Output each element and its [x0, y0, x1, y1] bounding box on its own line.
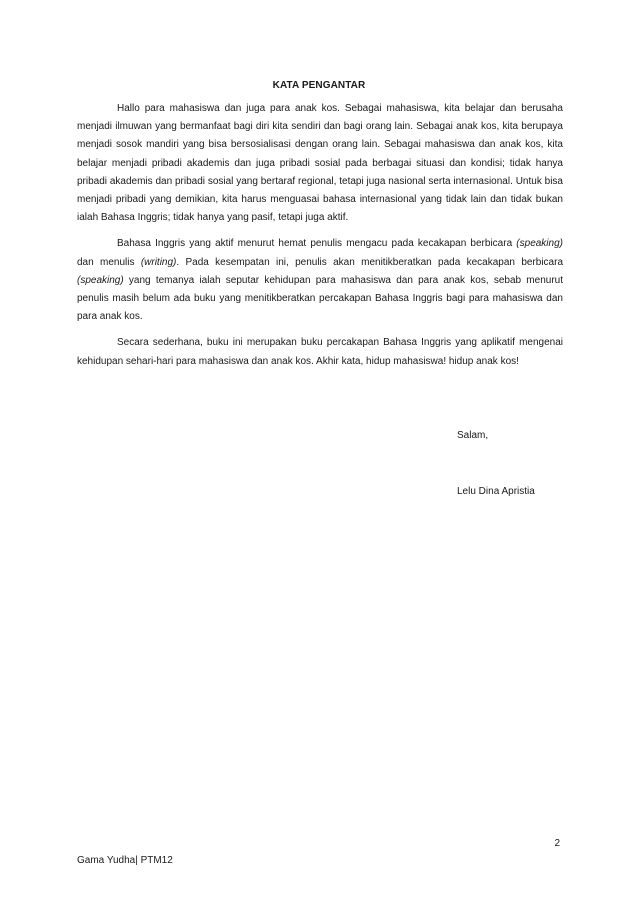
paragraph-2-term-speaking: (speaking) [516, 238, 563, 250]
paragraph-2-text-g: yang temanya ialah seputar kehidupan para mahasiswa dan para anak kos, sebab menurut penulis masih belum ada buku yang menitikberatkan percakapan Bahasa Inggris bagi para mahasiswa dan para anak kos. [77, 274, 563, 323]
paragraph-3: Secara sederhana, buku ini merupakan buku percakapan Bahasa Inggris yang aplikatif mengenai kehidupan sehari-hari para mahasiswa dan anak kos. Akhir kata, hidup mahasiswa! hidup anak kos! [77, 337, 563, 367]
paragraph-2-term-writing: (writing) [140, 256, 177, 268]
page-title: KATA PENGANTAR [272, 80, 366, 91]
footer-text: Gama Yudha| PTM12 [77, 855, 173, 866]
paragraph-2-text-a: Bahasa Inggris yang aktif menurut hemat penulis mengacu pada kecakapan berbicara [117, 238, 517, 250]
paragraph-2-text-c: dan menulis [77, 256, 141, 268]
paragraph-2 [77, 235, 563, 326]
body-text [77, 100, 563, 371]
closing-salutation: Salam, [457, 430, 489, 441]
author-name: Lelu Dina Apristia [457, 486, 535, 497]
paragraph-2-text-e: . Pada kesempatan ini, penulis akan menitikberatkan pada kecakapan berbicara [176, 256, 564, 268]
paragraph-2-term-speaking-2: (speaking) [77, 274, 124, 286]
paragraph-1: Hallo para mahasiswa dan juga para anak kos. Sebagai mahasiswa, kita belajar dan berusaha menjadi ilmuwan yang bermanfaat bagi diri kita sendiri dan bagi orang lain. Sebagai anak kos, kita berupaya menjadi sosok mandiri yang bisa bersosialisasi dengan orang lain. Sebagai mahasiswa dan anak kos, kita belajar menjadi pribadi akademis dan juga pribadi sosial pada berbagai situasi dan kondisi; tidak hanya pribadi akademis dan pribadi sosial yang bertaraf regional, tetapi juga nasional serta internasional. Untuk bisa menjadi pribadi yang demikian, kita harus menguasai bahasa internasional yang tidak lain dan tidak bukan ialah Bahasa Inggris; tidak hanya yang pasif, tetapi juga aktif. [77, 103, 563, 224]
page-number: 2 [554, 838, 560, 849]
